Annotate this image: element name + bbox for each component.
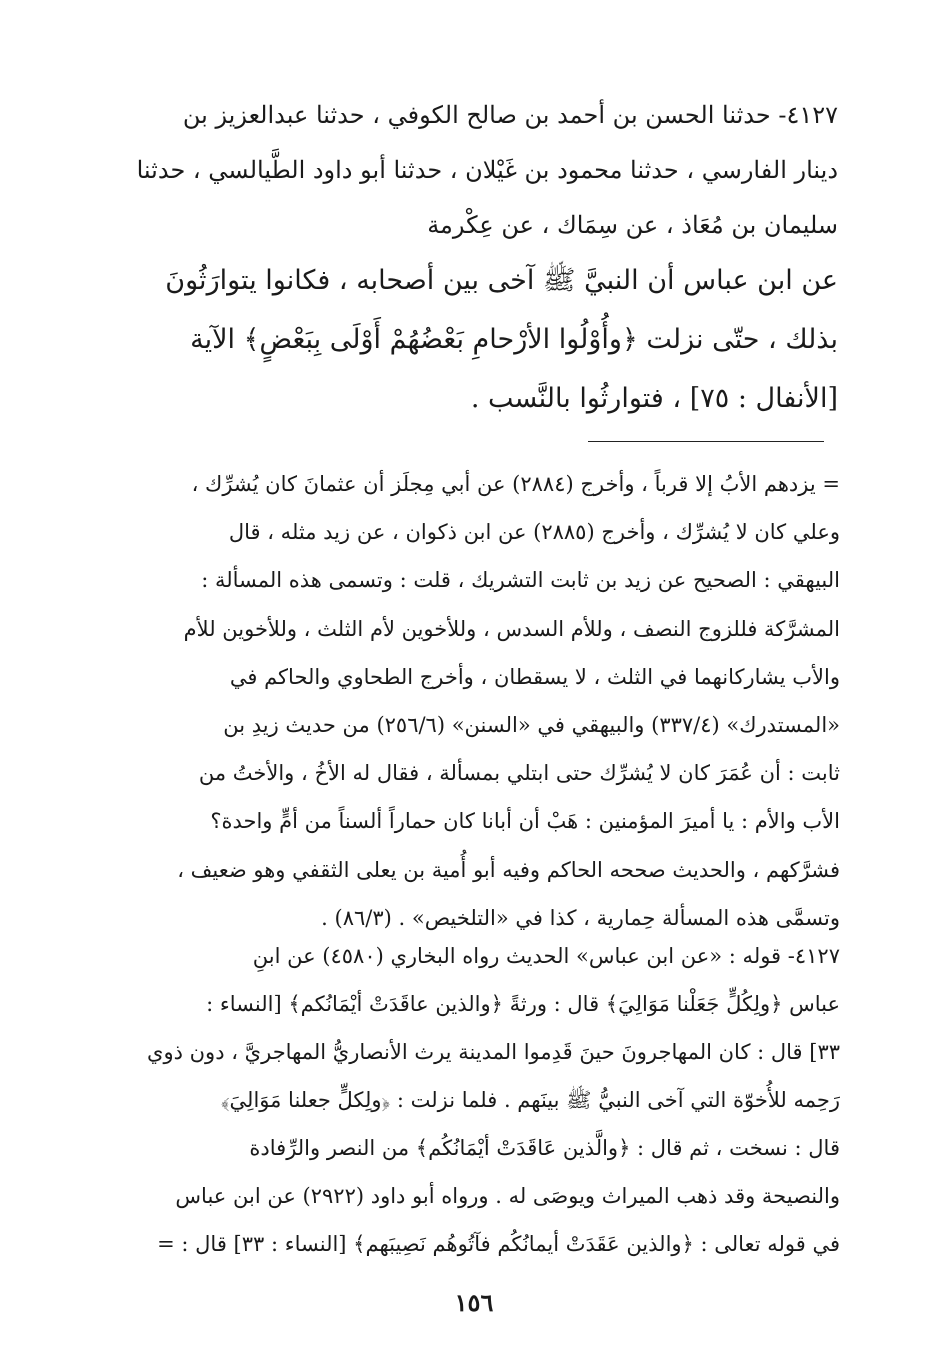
hadith-isnad [112, 88, 838, 253]
isnad-line: دينار الفارسي ، حدثنا محمود بن غَيْلان ، حدثنا أبو داود الطَّيالسي ، حدثنا [136, 156, 838, 184]
isnad-line: ٤١٢٧- حدثنا الحسن بن أحمد بن صالح الكوفي ، حدثنا عبدالعزيز بن [182, 101, 838, 129]
footnote-line: وعلي كان لا يُشرِّك ، وأخرج (٢٨٨٥) عن ابن ذكوان ، عن زيد مثله ، قال [228, 520, 840, 545]
footnote-line: «المستدرك» (٣٣٧/٤) والبيهقي في «السنن» (٢٥٦/٦) من حديث زيدِ بن [223, 713, 840, 738]
footnote-separator [588, 441, 824, 442]
footnote-line: في قوله تعالى : ﴿والذين عَقَدَتْ أيمانُكُم فآتُوهُم نَصِيبَهم﴾ [النساء : ٣٣] قال : = [157, 1232, 840, 1256]
footnote-4127 [112, 932, 840, 1268]
footnote-line: والنصيحة وقد ذهب الميراث ويوصَى له . ورواه أبو داود (٢٩٢٢) عن ابن عباس [175, 1184, 840, 1208]
footnote-line: ثابت : أن عُمَرَ كان لا يُشرِّك حتى ابتلي بمسألة ، فقال له الأخُ ، والأختُ من [198, 761, 840, 786]
footnote-line: وتسمَّى هذه المسألة حِمارية ، كذا في «التلخيص» . (٨٦/٣) . [321, 905, 840, 930]
footnote-continued [112, 460, 840, 942]
footnote-line: ٤١٢٧- قوله : «عن ابن عباس» الحديث رواه البخاري (٤٥٨٠) عن ابنِ [252, 944, 840, 968]
footnote-line: قال : نسخت ، ثم قال : ﴿والَّذين عَاقَدَتْ أيْمَانُكُم﴾ من النصر والرِّفادة [249, 1136, 840, 1160]
footnote-line: فشرَّكهم ، والحديث صححه الحاكم وفيه أبو أُمية بن يعلى الثقفي وهو ضعيف ، [177, 857, 840, 882]
footnote-line: عباس ﴿ولِكُلٍّ جَعَلْنا مَوَالِيَ﴾ قال : ورثةً ﴿والذين عاقَدَتْ أيْمَانُكم﴾ [النساء : [206, 992, 840, 1016]
matn-line: بذلك ، حتّى نزلت ﴿وأُوْلُوا الأرْحامِ بَعْضُهُمْ أَوْلَى بِبَعْضٍ﴾ الآية [190, 324, 838, 355]
footnote-line: ٣٣] قال : كان المهاجرونَ حينَ قَدِموا المدينة يرث الأنصاريُّ المهاجريَّ ، دون ذوي [147, 1040, 840, 1064]
page-number: ١٥٦ [454, 1288, 494, 1317]
footnote-line: والأب يشاركانهما في الثلث ، لا يسقطان ، وأخرج الطحاوي والحاكم في [229, 664, 840, 689]
footnote-line: البيهقي : الصحيح عن زيد بن ثابت التشريك ، قلت : وتسمى هذه المسألة : [201, 568, 840, 593]
hadith-matn [112, 251, 838, 428]
matn-line: [الأنفال : ٧٥] ، فتوارثُوا بالنَّسب . [470, 383, 838, 414]
footnote-line: الأب والأم : يا أميرَ المؤمنين : هَبْ أن أبانا كان حماراً ألسناً من أمٍّ واحدة؟ [210, 809, 840, 834]
isnad-line: سليمان بن مُعَاذ ، عن سِمَاك ، عن عِكْرمة [427, 211, 838, 239]
footnote-line: رَحِمه للأُخوّة التي آخى النبيُّ ﷺ بينَهم . فلما نزلت : ﴿ولِكلٍّ جعلنا مَوَالِيَ﴾ [220, 1088, 840, 1112]
footnote-line: = يزدهم الأبُ إلا قرباً ، وأخرج (٢٨٨٤) عن أبي مِجلَز أن عثمانَ كان يُشرِّك ، [191, 472, 840, 496]
matn-line: عن ابن عباس أن النبيَّ ﷺ آخى بين أصحابه ، فكانوا يتوارَثُونَ [165, 265, 838, 296]
footnote-line: المشرَّكة فللزوج النصف ، وللأم السدس ، وللأخوين لأم الثلث ، وللأخوين للأم [183, 616, 840, 641]
